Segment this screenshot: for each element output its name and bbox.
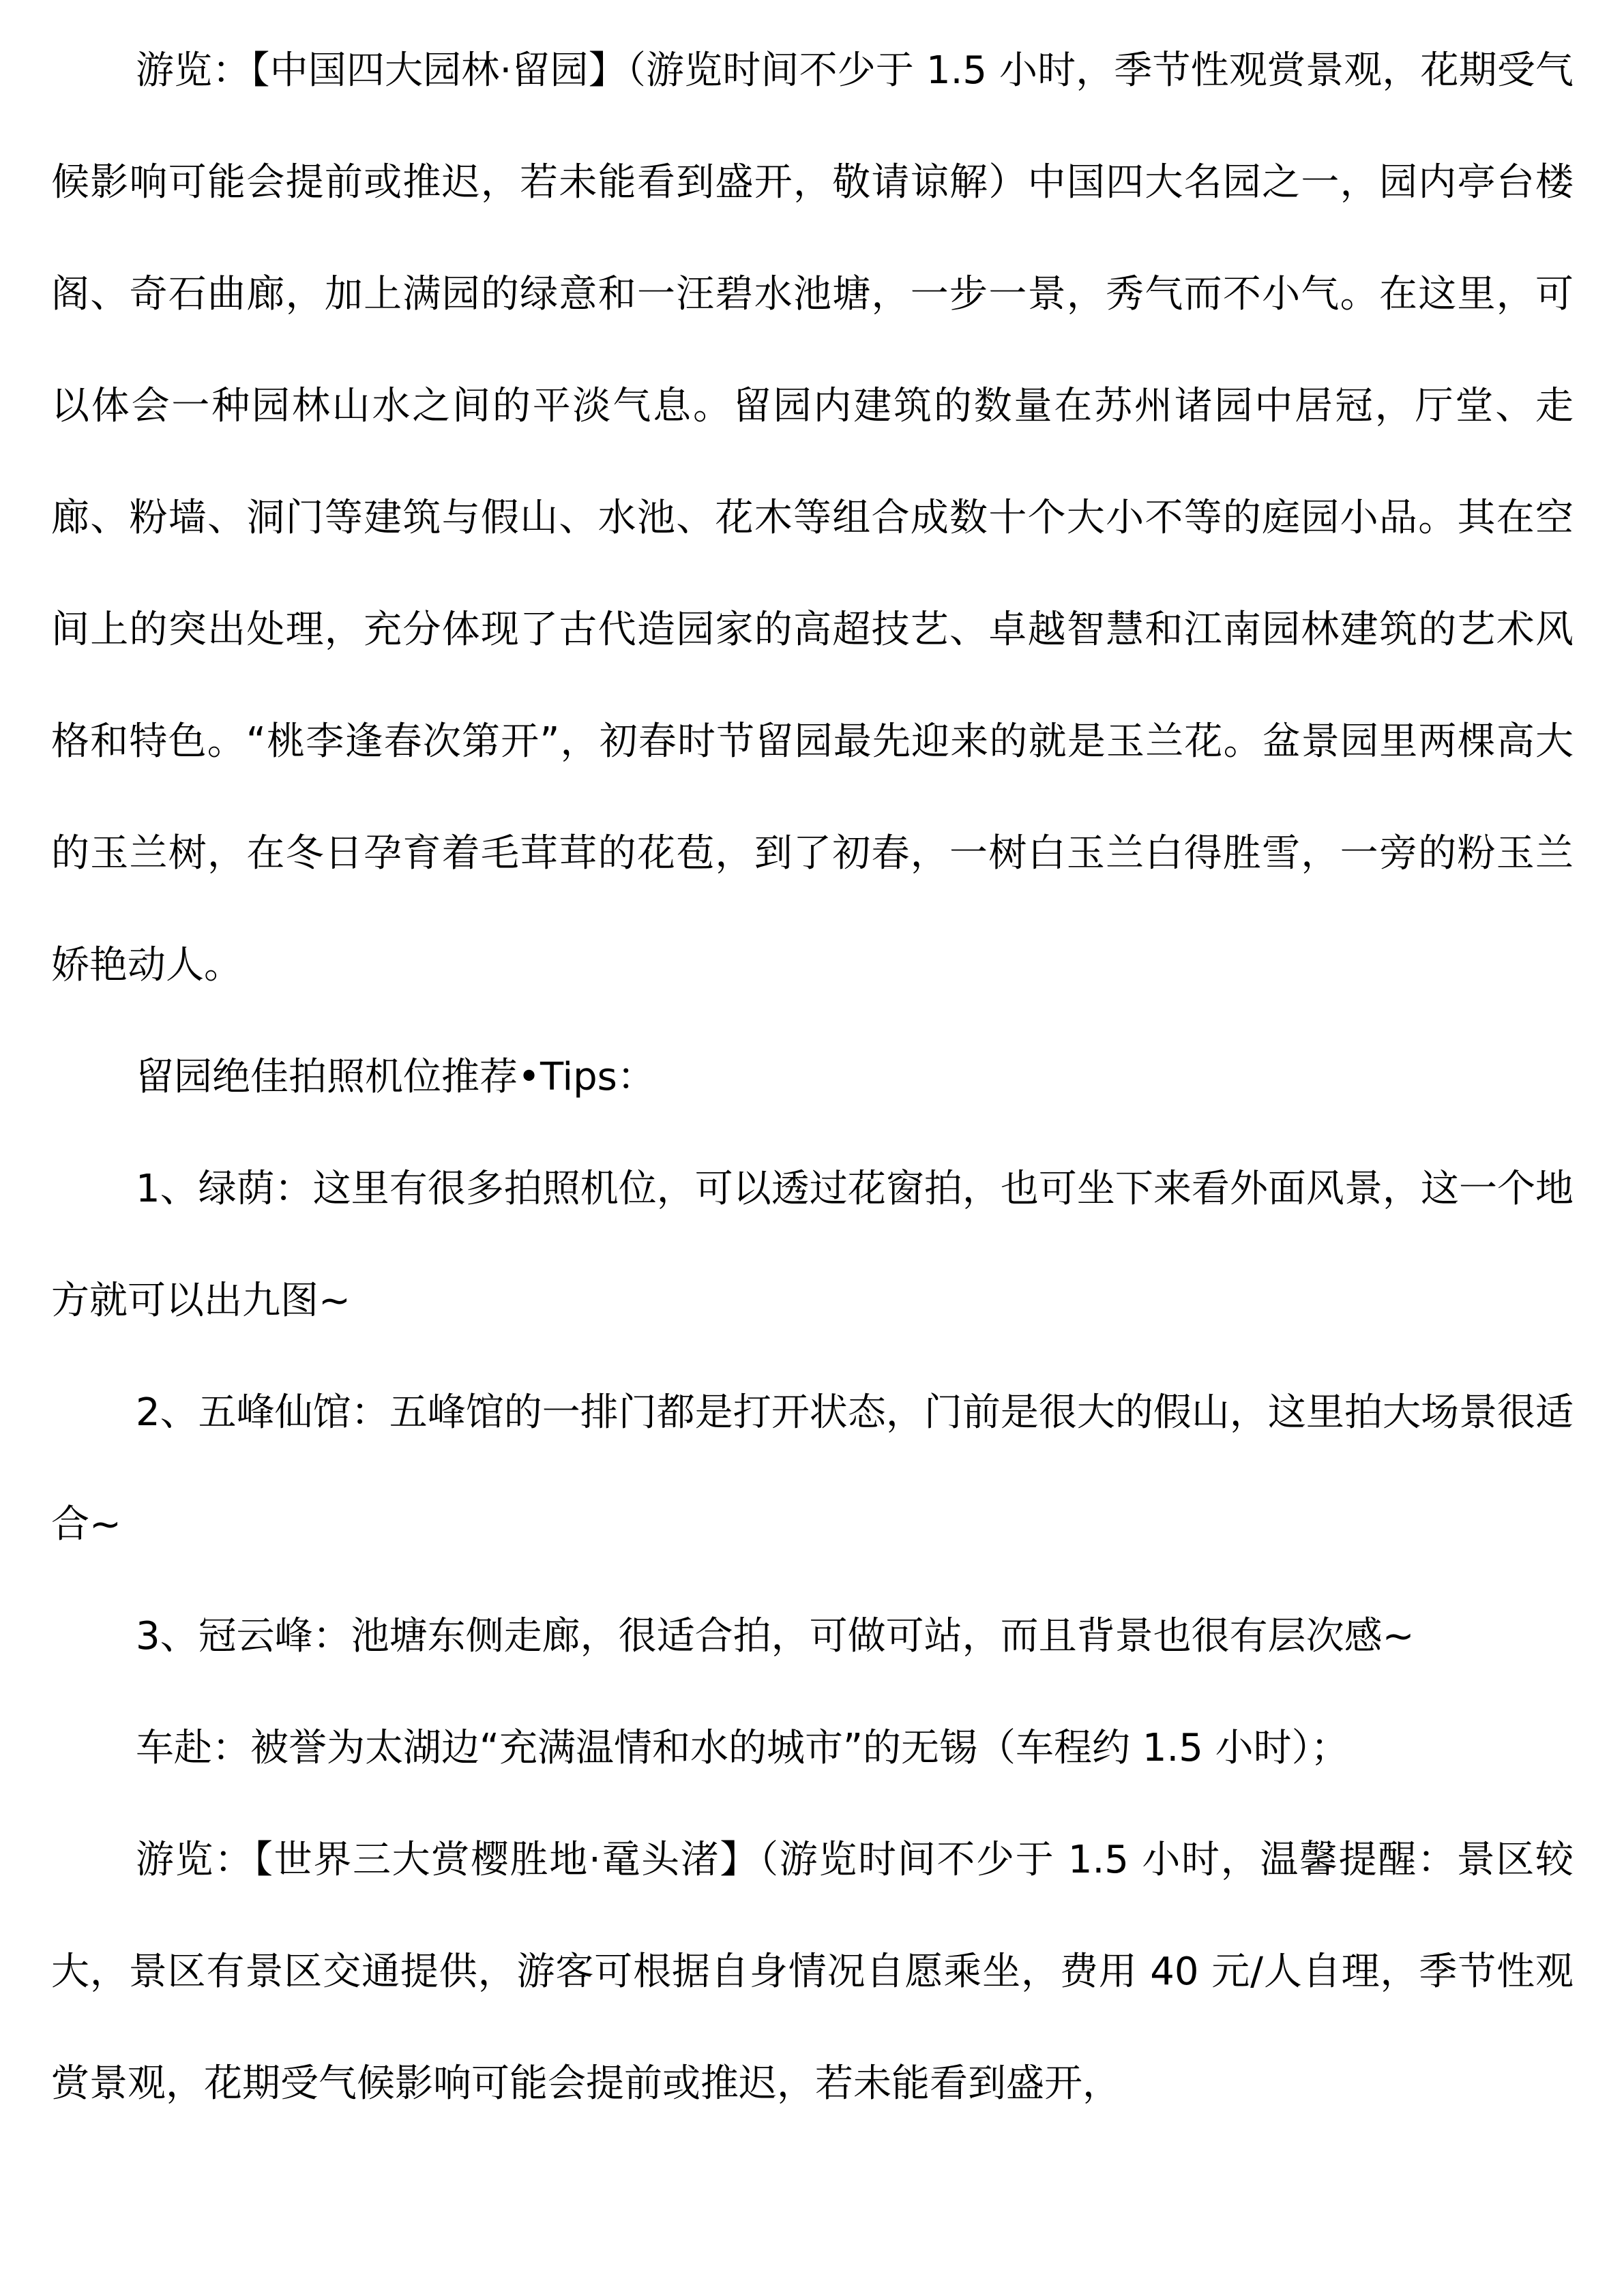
paragraph-drive-to-wuxi: 车赴：被誉为太湖边“充满温情和水的城市”的无锡（车程约 1.5 小时）； bbox=[136, 1726, 1349, 1770]
paragraph-yuantouzhu-tour: 游览：【世界三大赏樱胜地·鼋头渚】（游览时间不少于 1.5 小时，温馨提醒：景区较大，景区有景区交通提供，游客可根据自身情况自愿乘坐，费用 40 元/人自理，季节性观赏景观，花期受气候影响可能会提前或推迟，若未能看到盛开， bbox=[51, 1838, 1574, 2106]
paragraph-tip-guanyun-peak: 3、冠云峰：池塘东侧走廊，很适合拍，可做可站，而且背景也很有层次感~ bbox=[136, 1614, 1415, 1658]
paragraph-tip-greenery: 1、绿荫：这里有很多拍照机位，可以透过花窗拍，也可坐下来看外面风景，这一个地方就可以出九图~ bbox=[51, 1167, 1574, 1323]
paragraph-photo-tips-heading: 留园绝佳拍照机位推荐•Tips： bbox=[136, 1055, 655, 1099]
paragraph-liuyuan-tour: 游览：【中国四大园林·留园】（游览时间不少于 1.5 小时，季节性观赏景观，花期受气候影响可能会提前或推迟，若未能看到盛开，敬请谅解）中国四大名园之一，园内亭台楼阁、奇石曲廊，加上满园的绿意和一汪碧水池塘，一步一景，秀气而不小气。在这里，可以体会一种园林山水之间的平淡气息。留园内建筑的数量在苏州诸园中居冠，厅堂、走廊、粉墙、洞门等建筑与假山、水池、花木等组合成数十个大小不等的庭园小品。其在空间上的突出处理，充分体现了古代造园家的高超技艺、卓越智慧和江南园林建筑的艺术风格和特色。“桃李逢春次第开”，初春时节留园最先迎来的就是玉兰花。盆景园里两棵高大的玉兰树，在冬日孕育着毛茸茸的花苞，到了初春，一树白玉兰白得胜雪，一旁的粉玉兰娇艳动人。 bbox=[51, 48, 1574, 987]
paragraph-tip-wufeng-hall: 2、五峰仙馆：五峰馆的一排门都是打开状态，门前是很大的假山，这里拍大场景很适合~ bbox=[51, 1390, 1574, 1547]
document-body bbox=[51, 15, 1574, 2140]
